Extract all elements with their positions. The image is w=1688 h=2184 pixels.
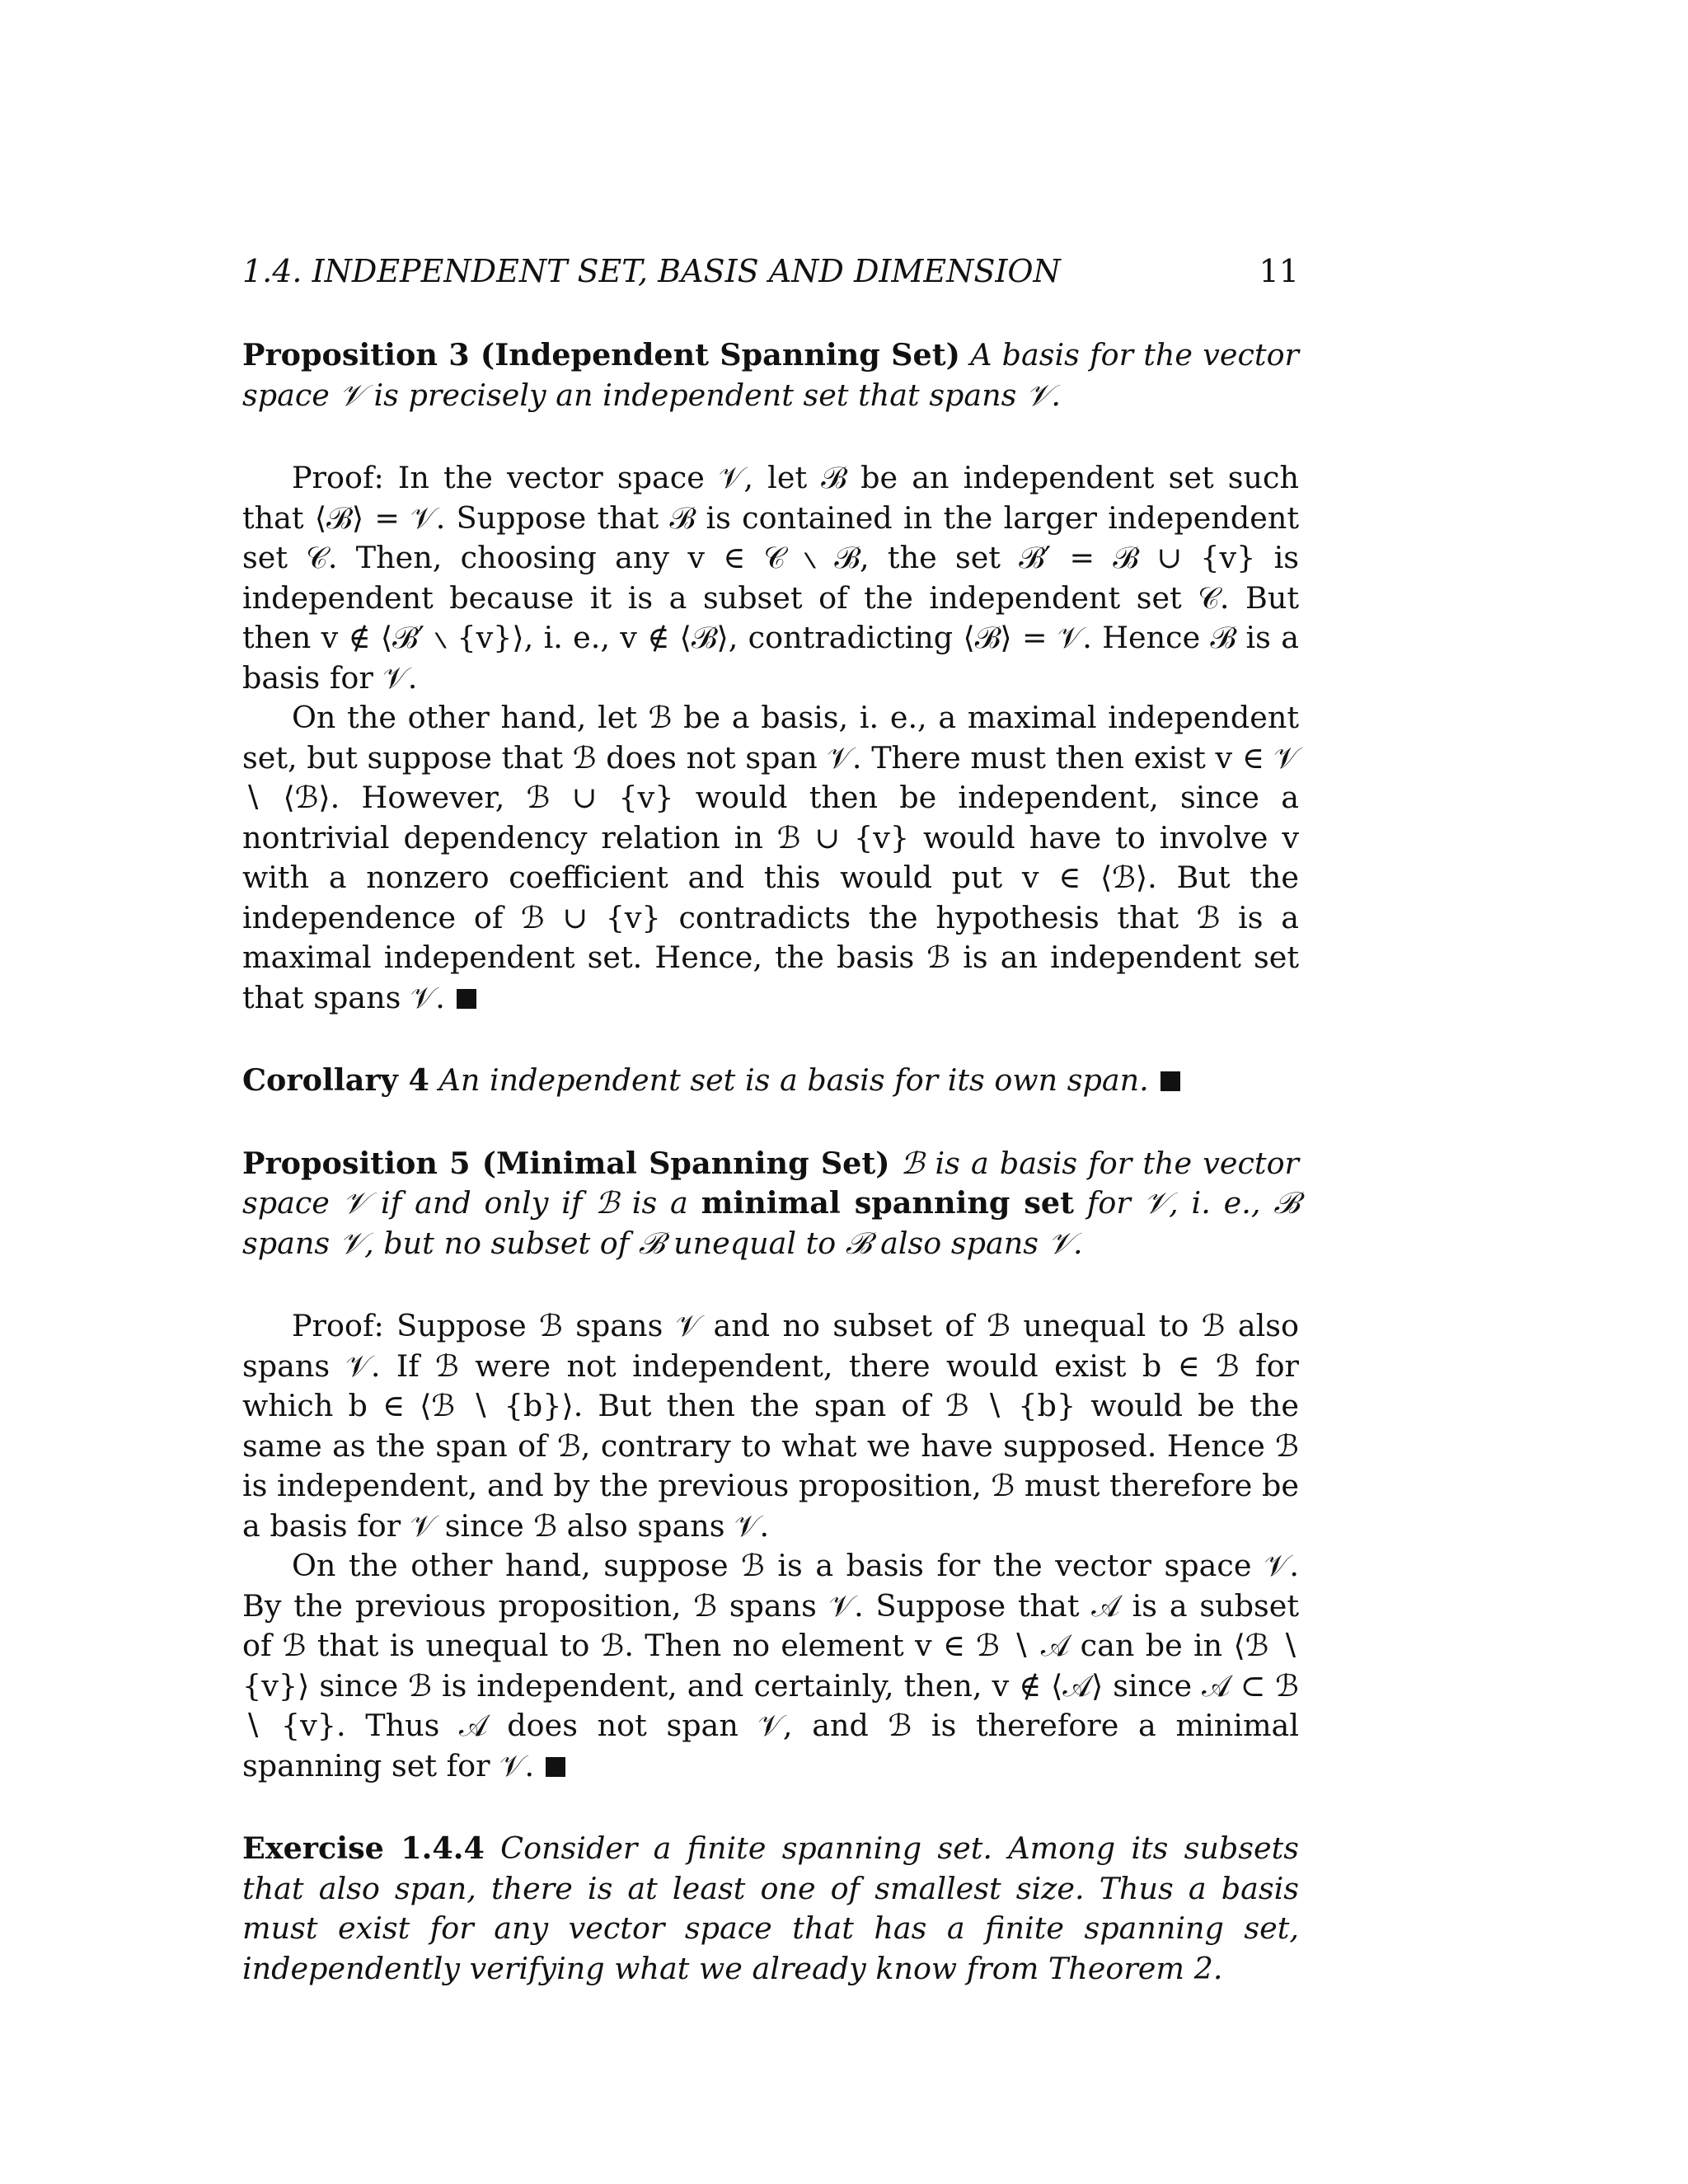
proof-3-paragraph-2-text: On the other hand, let ℬ be a basis, i. e., a maximal independent set, but suppose that ℬ does not span 𝒱. There must then exist v ∈ 𝒱 ∖ ⟨ℬ⟩. However, ℬ ∪ {v} would then be independent, since a nontrivial dependency relation in ℬ ∪ {v} would have to involve v with a nonzero coefficient and this would put v ∈ ⟨ℬ⟩. But the independence of ℬ ∪ {v} contradicts the hypothesis that ℬ is a maximal independent set. Hence, the basis ℬ is an independent set that spans 𝒱. xyxy=(242,700,1299,1015)
minimal-spanning-set-term: minimal spanning set xyxy=(701,1185,1075,1221)
exercise-1-4-4 xyxy=(242,1829,1299,1989)
proof-3-paragraph-2 xyxy=(242,698,1299,1018)
proof-5-paragraph-2-text: On the other hand, suppose ℬ is a basis for the vector space 𝒱. By the previous proposition, ℬ spans 𝒱. Suppose that 𝒜 is a subset of ℬ that is unequal to ℬ. Then no element v ∈ ℬ ∖ 𝒜 can be in ⟨ℬ ∖ {v}⟩ since ℬ is independent, and certainly, then, v ∉ ⟨𝒜⟩ since 𝒜 ⊂ ℬ ∖ {v}. Thus 𝒜 does not span 𝒱, and ℬ is therefore a minimal spanning set for 𝒱. xyxy=(242,1548,1299,1783)
proposition-3-statement: A basis for the vector space 𝒱 is precisely an independent set that spans 𝒱. xyxy=(242,337,1299,413)
qed-square-icon xyxy=(1160,1071,1180,1091)
proof-proposition-3 xyxy=(242,458,1299,1018)
corollary-4 xyxy=(242,1061,1299,1101)
exercise-statement: Consider a finite spanning set. Among its subsets that also span, there is at least one of smallest size. Thus a basis must exist for any vector space that has a finite spanning set, independently verifying what we already know from Theorem 2. xyxy=(242,1830,1299,1986)
proof-proposition-5 xyxy=(242,1306,1299,1786)
proposition-5 xyxy=(242,1144,1299,1264)
proposition-5-label: Proposition 5 (Minimal Spanning Set) xyxy=(242,1145,890,1181)
qed-square-icon xyxy=(546,1757,565,1777)
proof-5-paragraph-2 xyxy=(242,1546,1299,1786)
page xyxy=(242,251,1299,2032)
page-number: 11 xyxy=(1259,253,1299,289)
proposition-5-statement-part-1: ℬ is a basis for the vector space 𝒱 if and only if ℬ is a xyxy=(242,1145,1299,1221)
exercise-label: Exercise 1.4.4 xyxy=(242,1830,485,1866)
section-title: 1.4. INDEPENDENT SET, BASIS AND DIMENSION xyxy=(242,253,1061,289)
proposition-5-statement-part-2: for 𝒱, i. e., ℬ spans 𝒱, but no subset of ℬ unequal to ℬ also spans 𝒱. xyxy=(242,1185,1300,1261)
corollary-4-statement: An independent set is a basis for its own span. xyxy=(438,1062,1149,1098)
running-head xyxy=(242,251,1299,291)
proof-3-paragraph-1: Proof: In the vector space 𝒱, let ℬ be an independent set such that ⟨ℬ⟩ = 𝒱. Suppose that ℬ is contained in the larger independent set 𝒞. Then, choosing any v ∈ 𝒞 ∖ ℬ, the set ℬ′ = ℬ ∪ {v} is independent because it is a subset of the independent set 𝒞. But then v ∉ ⟨ℬ′ ∖ {v}⟩, i. e., v ∉ ⟨ℬ⟩, contradicting ⟨ℬ⟩ = 𝒱. Hence ℬ is a basis for 𝒱. xyxy=(242,460,1299,696)
proposition-3-label: Proposition 3 (Independent Spanning Set) xyxy=(242,337,960,373)
qed-square-icon xyxy=(457,989,476,1009)
proof-5-paragraph-1: Proof: Suppose ℬ spans 𝒱 and no subset of ℬ unequal to ℬ also spans 𝒱. If ℬ were not independent, there would exist b ∈ ℬ for which b ∈ ⟨ℬ ∖ {b}⟩. But then the span of ℬ ∖ {b} would be the same as the span of ℬ, contrary to what we have supposed. Hence ℬ is independent, and by the previous proposition, ℬ must therefore be a basis for 𝒱 since ℬ also spans 𝒱. xyxy=(242,1308,1299,1544)
corollary-4-label: Corollary 4 xyxy=(242,1062,429,1098)
proposition-3 xyxy=(242,335,1299,415)
